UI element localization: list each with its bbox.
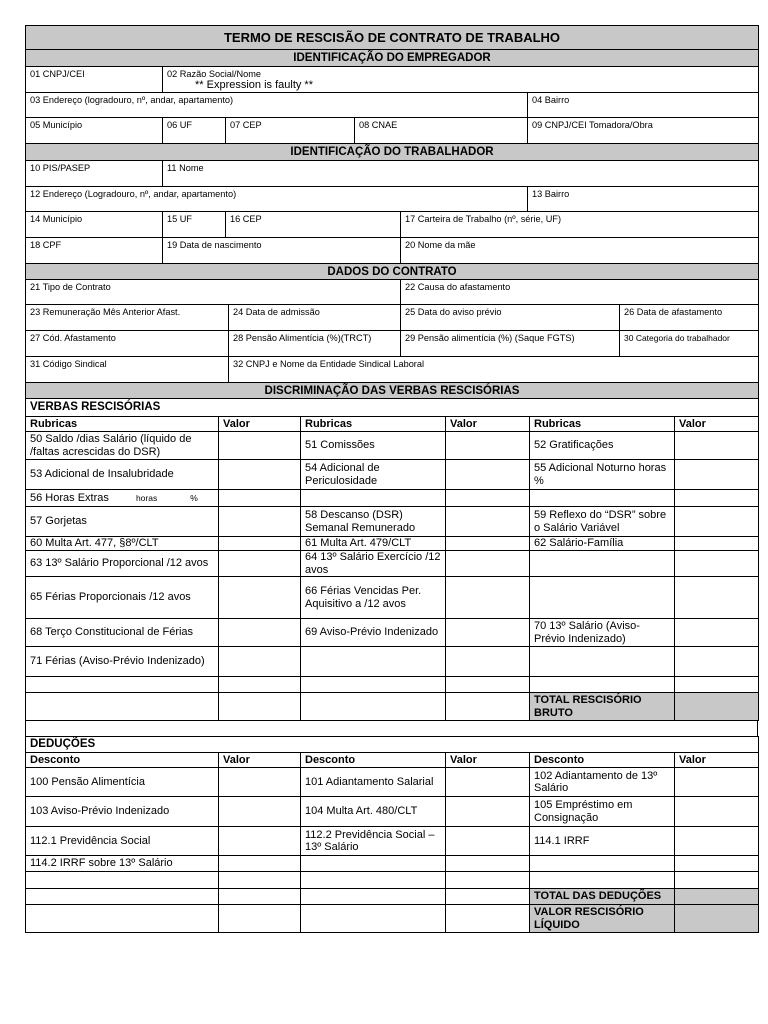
field-nome-mae[interactable]: 20 Nome da mãe	[401, 238, 759, 264]
col-valor-d2: Valor	[446, 753, 530, 768]
field-municipio-trabalhador[interactable]: 14 Município	[26, 212, 163, 238]
valor-rescisorio-liquido-value[interactable]	[675, 905, 759, 933]
col-desconto-2: Desconto	[301, 753, 446, 768]
rubrica-65-ferias-proporcionais: 65 Férias Proporcionais /12 avos	[26, 577, 219, 619]
valor-d-empty-h[interactable]	[219, 905, 301, 933]
field-bairro-empregador[interactable]: 04 Bairro	[528, 93, 759, 118]
trct-form	[25, 25, 758, 933]
desconto-empty-e	[530, 872, 675, 889]
field-uf-trabalhador[interactable]: 15 UF	[163, 212, 226, 238]
rubrica-empty-d	[26, 693, 219, 721]
desconto-empty-c	[26, 872, 219, 889]
total-deducoes-value[interactable]	[675, 889, 759, 905]
rubrica-empty-56c	[530, 490, 675, 507]
desconto-103-aviso-previo: 103 Aviso-Prévio Indenizado	[26, 797, 219, 827]
field-categoria-trabalhador[interactable]: 30 Categoria do trabalhador	[620, 331, 759, 357]
rubrica-66-ferias-vencidas: 66 Férias Vencidas Per. Aquisitivo a /12 avos	[301, 577, 446, 619]
desconto-empty-f	[26, 889, 219, 905]
valor-112-2[interactable]	[446, 827, 530, 856]
valor-66c[interactable]	[675, 577, 759, 619]
valor-71[interactable]	[219, 647, 301, 677]
verbas-table	[25, 398, 759, 721]
valor-60[interactable]	[219, 537, 301, 551]
rubrica-64-13-exercicio: 64 13º Salário Exercício /12 avos	[301, 551, 446, 577]
valor-112-1[interactable]	[219, 827, 301, 856]
field-pensao-trct[interactable]: 28 Pensão Alimentícia (%)(TRCT)	[229, 331, 401, 357]
rubrica-51-comissoes: 51 Comissões	[301, 432, 446, 460]
valor-102[interactable]	[675, 768, 759, 797]
worker-section-header: IDENTIFICAÇÃO DO TRABALHADOR	[26, 144, 759, 161]
rubrica-61-multa-479: 61 Multa Art. 479/CLT	[301, 537, 446, 551]
field-razao-social[interactable]: 02 Razão Social/Nome ** Expression is faulty **	[163, 67, 759, 93]
valor-50[interactable]	[219, 432, 301, 460]
rubrica-50-saldo-salario: 50 Saldo /dias Salário (líquido de /faltas acrescidas do DSR)	[26, 432, 219, 460]
valor-d-empty-e[interactable]	[675, 872, 759, 889]
desconto-114-2-irrf-13: 114.2 IRRF sobre 13º Salário	[26, 856, 219, 872]
field-tipo-contrato[interactable]: 21 Tipo de Contrato	[26, 280, 401, 305]
field-cnpj-tomadora[interactable]: 09 CNPJ/CEI Tomadora/Obra	[528, 118, 759, 144]
col-desconto-3: Desconto	[530, 753, 675, 768]
rubrica-69-aviso-previo: 69 Aviso-Prévio Indenizado	[301, 619, 446, 647]
field-endereco-empregador[interactable]: 03 Endereço (logradouro, nº, andar, apartamento)	[26, 93, 528, 118]
desconto-114-1-irrf: 114.1 IRRF	[530, 827, 675, 856]
field-cep-trabalhador[interactable]: 16 CEP	[226, 212, 401, 238]
rubrica-57-gorjetas: 57 Gorjetas	[26, 507, 219, 537]
rubrica-52-gratificacoes: 52 Gratificações	[530, 432, 675, 460]
employer-section-header: IDENTIFICAÇÃO DO EMPREGADOR	[26, 50, 759, 67]
rubrica-empty-56b	[301, 490, 446, 507]
identification-table	[25, 25, 759, 399]
field-codigo-sindical[interactable]: 31 Código Sindical	[26, 357, 229, 383]
desconto-100-pensao: 100 Pensão Alimentícia	[26, 768, 219, 797]
desconto-empty-b	[530, 856, 675, 872]
valor-51[interactable]	[446, 432, 530, 460]
field-pis-pasep[interactable]: 10 PIS/PASEP	[26, 161, 163, 187]
deducoes-table	[25, 736, 759, 933]
valor-69[interactable]	[446, 619, 530, 647]
rubrica-55-adicional-noturno: 55 Adicional Noturno horas %	[530, 460, 675, 490]
valor-105[interactable]	[675, 797, 759, 827]
field-data-aviso-previo[interactable]: 25 Data do aviso prévio	[401, 305, 620, 331]
rubrica-68-terco-ferias: 68 Terço Constitucional de Férias	[26, 619, 219, 647]
desconto-empty-a	[301, 856, 446, 872]
valor-64c[interactable]	[675, 551, 759, 577]
col-valor-3: Valor	[675, 417, 759, 432]
valor-58[interactable]	[446, 507, 530, 537]
valor-d-empty-b[interactable]	[675, 856, 759, 872]
valor-61[interactable]	[446, 537, 530, 551]
valor-114-2[interactable]	[219, 856, 301, 872]
total-rescisorio-bruto-value[interactable]	[675, 693, 759, 721]
valor-57[interactable]	[219, 507, 301, 537]
col-valor-d1: Valor	[219, 753, 301, 768]
rubrica-empty-a	[26, 677, 219, 693]
valor-59[interactable]	[675, 507, 759, 537]
total-rescisorio-bruto-label: TOTAL RESCISÓRIO BRUTO	[530, 693, 675, 721]
field-uf-empregador[interactable]: 06 UF	[163, 118, 226, 144]
field-cod-afastamento[interactable]: 27 Cód. Afastamento	[26, 331, 229, 357]
desconto-empty-h	[26, 905, 219, 933]
desconto-101-adiantamento: 101 Adiantamento Salarial	[301, 768, 446, 797]
valor-65[interactable]	[219, 577, 301, 619]
rubrica-empty-66c	[530, 577, 675, 619]
desconto-empty-i	[301, 905, 446, 933]
field-data-afastamento[interactable]: 26 Data de afastamento	[620, 305, 759, 331]
valor-d-empty-f[interactable]	[219, 889, 301, 905]
desconto-105-emprestimo: 105 Empréstimo em Consignação	[530, 797, 675, 827]
field-pensao-fgts[interactable]: 29 Pensão alimentícia (%) (Saque FGTS)	[401, 331, 620, 357]
field-causa-afastamento[interactable]: 22 Causa do afastamento	[401, 280, 759, 305]
desconto-104-multa-480: 104 Multa Art. 480/CLT	[301, 797, 446, 827]
col-desconto-1: Desconto	[26, 753, 219, 768]
valor-d-empty-d[interactable]	[446, 872, 530, 889]
form-title: TERMO DE RESCISÃO DE CONTRATO DE TRABALHO	[26, 26, 759, 50]
valor-70[interactable]	[675, 619, 759, 647]
valor-56[interactable]	[219, 490, 301, 507]
field-endereco-trabalhador[interactable]: 12 Endereço (Logradouro, nº, andar, apartamento)	[26, 187, 528, 212]
rubrica-63-13-proporcional: 63 13º Salário Proporcional /12 avos	[26, 551, 219, 577]
rubrica-62-salario-familia: 62 Salário-Família	[530, 537, 675, 551]
field-entidade-sindical[interactable]: 32 CNPJ e Nome da Entidade Sindical Laboral	[229, 357, 759, 383]
desconto-empty-d	[301, 872, 446, 889]
horas-extras-pct: %	[190, 492, 198, 503]
desconto-empty-g	[301, 889, 446, 905]
valor-56b[interactable]	[446, 490, 530, 507]
col-valor-d3: Valor	[675, 753, 759, 768]
rubrica-71-ferias-aviso-previo: 71 Férias (Aviso-Prévio Indenizado)	[26, 647, 219, 677]
rubrica-54-periculosidade: 54 Adicional de Periculosidade	[301, 460, 446, 490]
rubrica-53-insalubridade: 53 Adicional de Insalubridade	[26, 460, 219, 490]
field-data-nascimento[interactable]: 19 Data de nascimento	[163, 238, 401, 264]
valor-empty-a[interactable]	[219, 677, 301, 693]
rubrica-60-multa-477: 60 Multa Art. 477, §8º/CLT	[26, 537, 219, 551]
field-nome-trabalhador[interactable]: 11 Nome	[163, 161, 759, 187]
desconto-112-2-previdencia-13: 112.2 Previdência Social – 13º Salário	[301, 827, 446, 856]
valor-104[interactable]	[446, 797, 530, 827]
valor-53[interactable]	[219, 460, 301, 490]
valor-52[interactable]	[675, 432, 759, 460]
field-cnae[interactable]: 08 CNAE	[355, 118, 528, 144]
valor-114-1[interactable]	[675, 827, 759, 856]
rubrica-empty-71c	[530, 647, 675, 677]
valor-56c[interactable]	[675, 490, 759, 507]
verbas-section-header: DISCRIMINAÇÃO DAS VERBAS RESCISÓRIAS	[26, 383, 759, 399]
valor-empty-c[interactable]	[675, 677, 759, 693]
valor-101[interactable]	[446, 768, 530, 797]
valor-d-empty-c[interactable]	[219, 872, 301, 889]
valor-68[interactable]	[219, 619, 301, 647]
col-rubricas-3: Rubricas	[530, 417, 675, 432]
valor-103[interactable]	[219, 797, 301, 827]
valor-d-empty-a[interactable]	[446, 856, 530, 872]
field-remuneracao-mes-anterior[interactable]: 23 Remuneração Mês Anterior Afast.	[26, 305, 229, 331]
verbas-section-label: VERBAS RESCISÓRIAS	[26, 399, 759, 417]
rubrica-empty-64c	[530, 551, 675, 577]
rubrica-empty-e	[301, 693, 446, 721]
rubrica-56-horas-extras: 56 Horas Extras horas %	[26, 490, 219, 507]
valor-63[interactable]	[219, 551, 301, 577]
desconto-102-adiantamento-13: 102 Adiantamento de 13º Salário	[530, 768, 675, 797]
valor-54[interactable]	[446, 460, 530, 490]
valor-d-empty-g[interactable]	[446, 889, 530, 905]
horas-extras-horas: horas	[135, 492, 158, 503]
deducoes-section-label: DEDUÇÕES	[26, 737, 759, 753]
field-carteira-trabalho[interactable]: 17 Carteira de Trabalho (nº, série, UF)	[401, 212, 759, 238]
valor-62[interactable]	[675, 537, 759, 551]
field-cpf[interactable]: 18 CPF	[26, 238, 163, 264]
valor-empty-b[interactable]	[446, 677, 530, 693]
section-spacer	[25, 720, 758, 736]
rubrica-empty-c	[530, 677, 675, 693]
field-data-admissao[interactable]: 24 Data de admissão	[229, 305, 401, 331]
field-cep-empregador[interactable]: 07 CEP	[226, 118, 355, 144]
desconto-112-1-previdencia: 112.1 Previdência Social	[26, 827, 219, 856]
col-valor-2: Valor	[446, 417, 530, 432]
rubrica-70-13-aviso-previo: 70 13º Salário (Aviso-Prévio Indenizado)	[530, 619, 675, 647]
expression-error-text: ** Expression is faulty **	[195, 79, 313, 91]
rubrica-empty-b	[301, 677, 446, 693]
valor-empty-e[interactable]	[446, 693, 530, 721]
valor-64[interactable]	[446, 551, 530, 577]
field-bairro-trabalhador[interactable]: 13 Bairro	[528, 187, 759, 212]
valor-71b[interactable]	[446, 647, 530, 677]
valor-empty-d[interactable]	[219, 693, 301, 721]
col-rubricas-2: Rubricas	[301, 417, 446, 432]
valor-66[interactable]	[446, 577, 530, 619]
rubrica-empty-71b	[301, 647, 446, 677]
col-rubricas-1: Rubricas	[26, 417, 219, 432]
contract-section-header: DADOS DO CONTRATO	[26, 264, 759, 280]
col-valor-1: Valor	[219, 417, 301, 432]
valor-d-empty-i[interactable]	[446, 905, 530, 933]
field-cnpj-cei[interactable]: 01 CNPJ/CEI	[26, 67, 163, 93]
valor-71c[interactable]	[675, 647, 759, 677]
total-deducoes-label: TOTAL DAS DEDUÇÕES	[530, 889, 675, 905]
valor-rescisorio-liquido-label: VALOR RESCISÓRIO LÍQUIDO	[530, 905, 675, 933]
valor-100[interactable]	[219, 768, 301, 797]
field-municipio-empregador[interactable]: 05 Município	[26, 118, 163, 144]
rubrica-58-dsr: 58 Descanso (DSR) Semanal Remunerado	[301, 507, 446, 537]
rubrica-59-reflexo-dsr: 59 Reflexo do “DSR” sobre o Salário Variável	[530, 507, 675, 537]
